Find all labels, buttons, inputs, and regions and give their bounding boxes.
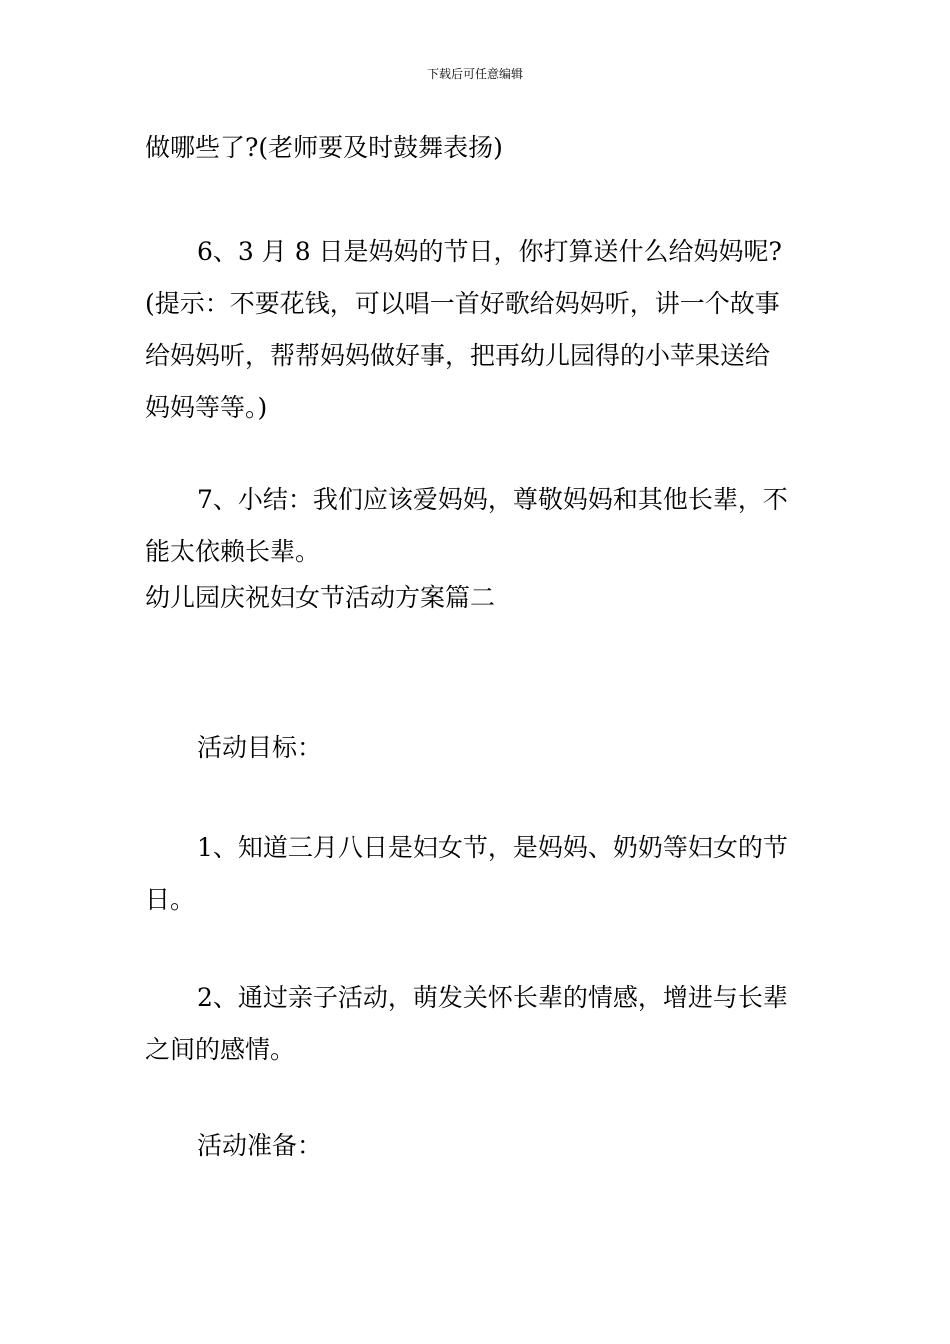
section-title: [145, 572, 810, 624]
text-line: 能太依赖长辈。: [145, 537, 321, 566]
text-line: 做哪些了?(老师要及时鼓舞表扬): [145, 133, 503, 162]
text-line: 日。: [145, 885, 196, 914]
prep-heading-text: 活动准备：: [197, 1131, 323, 1160]
prep-heading: [145, 1120, 810, 1172]
paragraph-goal-2: [145, 972, 810, 1076]
text-line: (提示：不要花钱，可以唱一首好歌给妈妈听，讲一个故事: [145, 289, 780, 318]
text-line: 2、通过亲子活动，萌发关怀长辈的情感，增进与长辈: [197, 983, 788, 1012]
text-line: 6、3 月 8 日是妈妈的节日，你打算送什么给妈妈呢?: [197, 237, 782, 266]
text-line: 7、小结：我们应该爱妈妈，尊敬妈妈和其他长辈，不: [197, 485, 788, 514]
text-line: 1、知道三月八日是妇女节，是妈妈、奶奶等妇女的节: [197, 833, 788, 862]
goals-heading-text: 活动目标：: [197, 733, 323, 762]
paragraph-praise: [145, 122, 810, 174]
section-title-text: 幼儿园庆祝妇女节活动方案篇二: [145, 583, 496, 612]
paragraph-item-6: [145, 226, 810, 434]
text-line: 妈妈等等。): [145, 393, 268, 422]
text-line: 之间的感情。: [145, 1035, 296, 1064]
paragraph-goal-1: [145, 822, 810, 926]
paragraph-item-7: [145, 474, 810, 578]
goals-heading: [145, 722, 810, 774]
page-header: 下载后可任意编辑: [426, 67, 523, 81]
text-line: 给妈妈听，帮帮妈妈做好事，把再幼儿园得的小苹果送给: [145, 341, 771, 370]
